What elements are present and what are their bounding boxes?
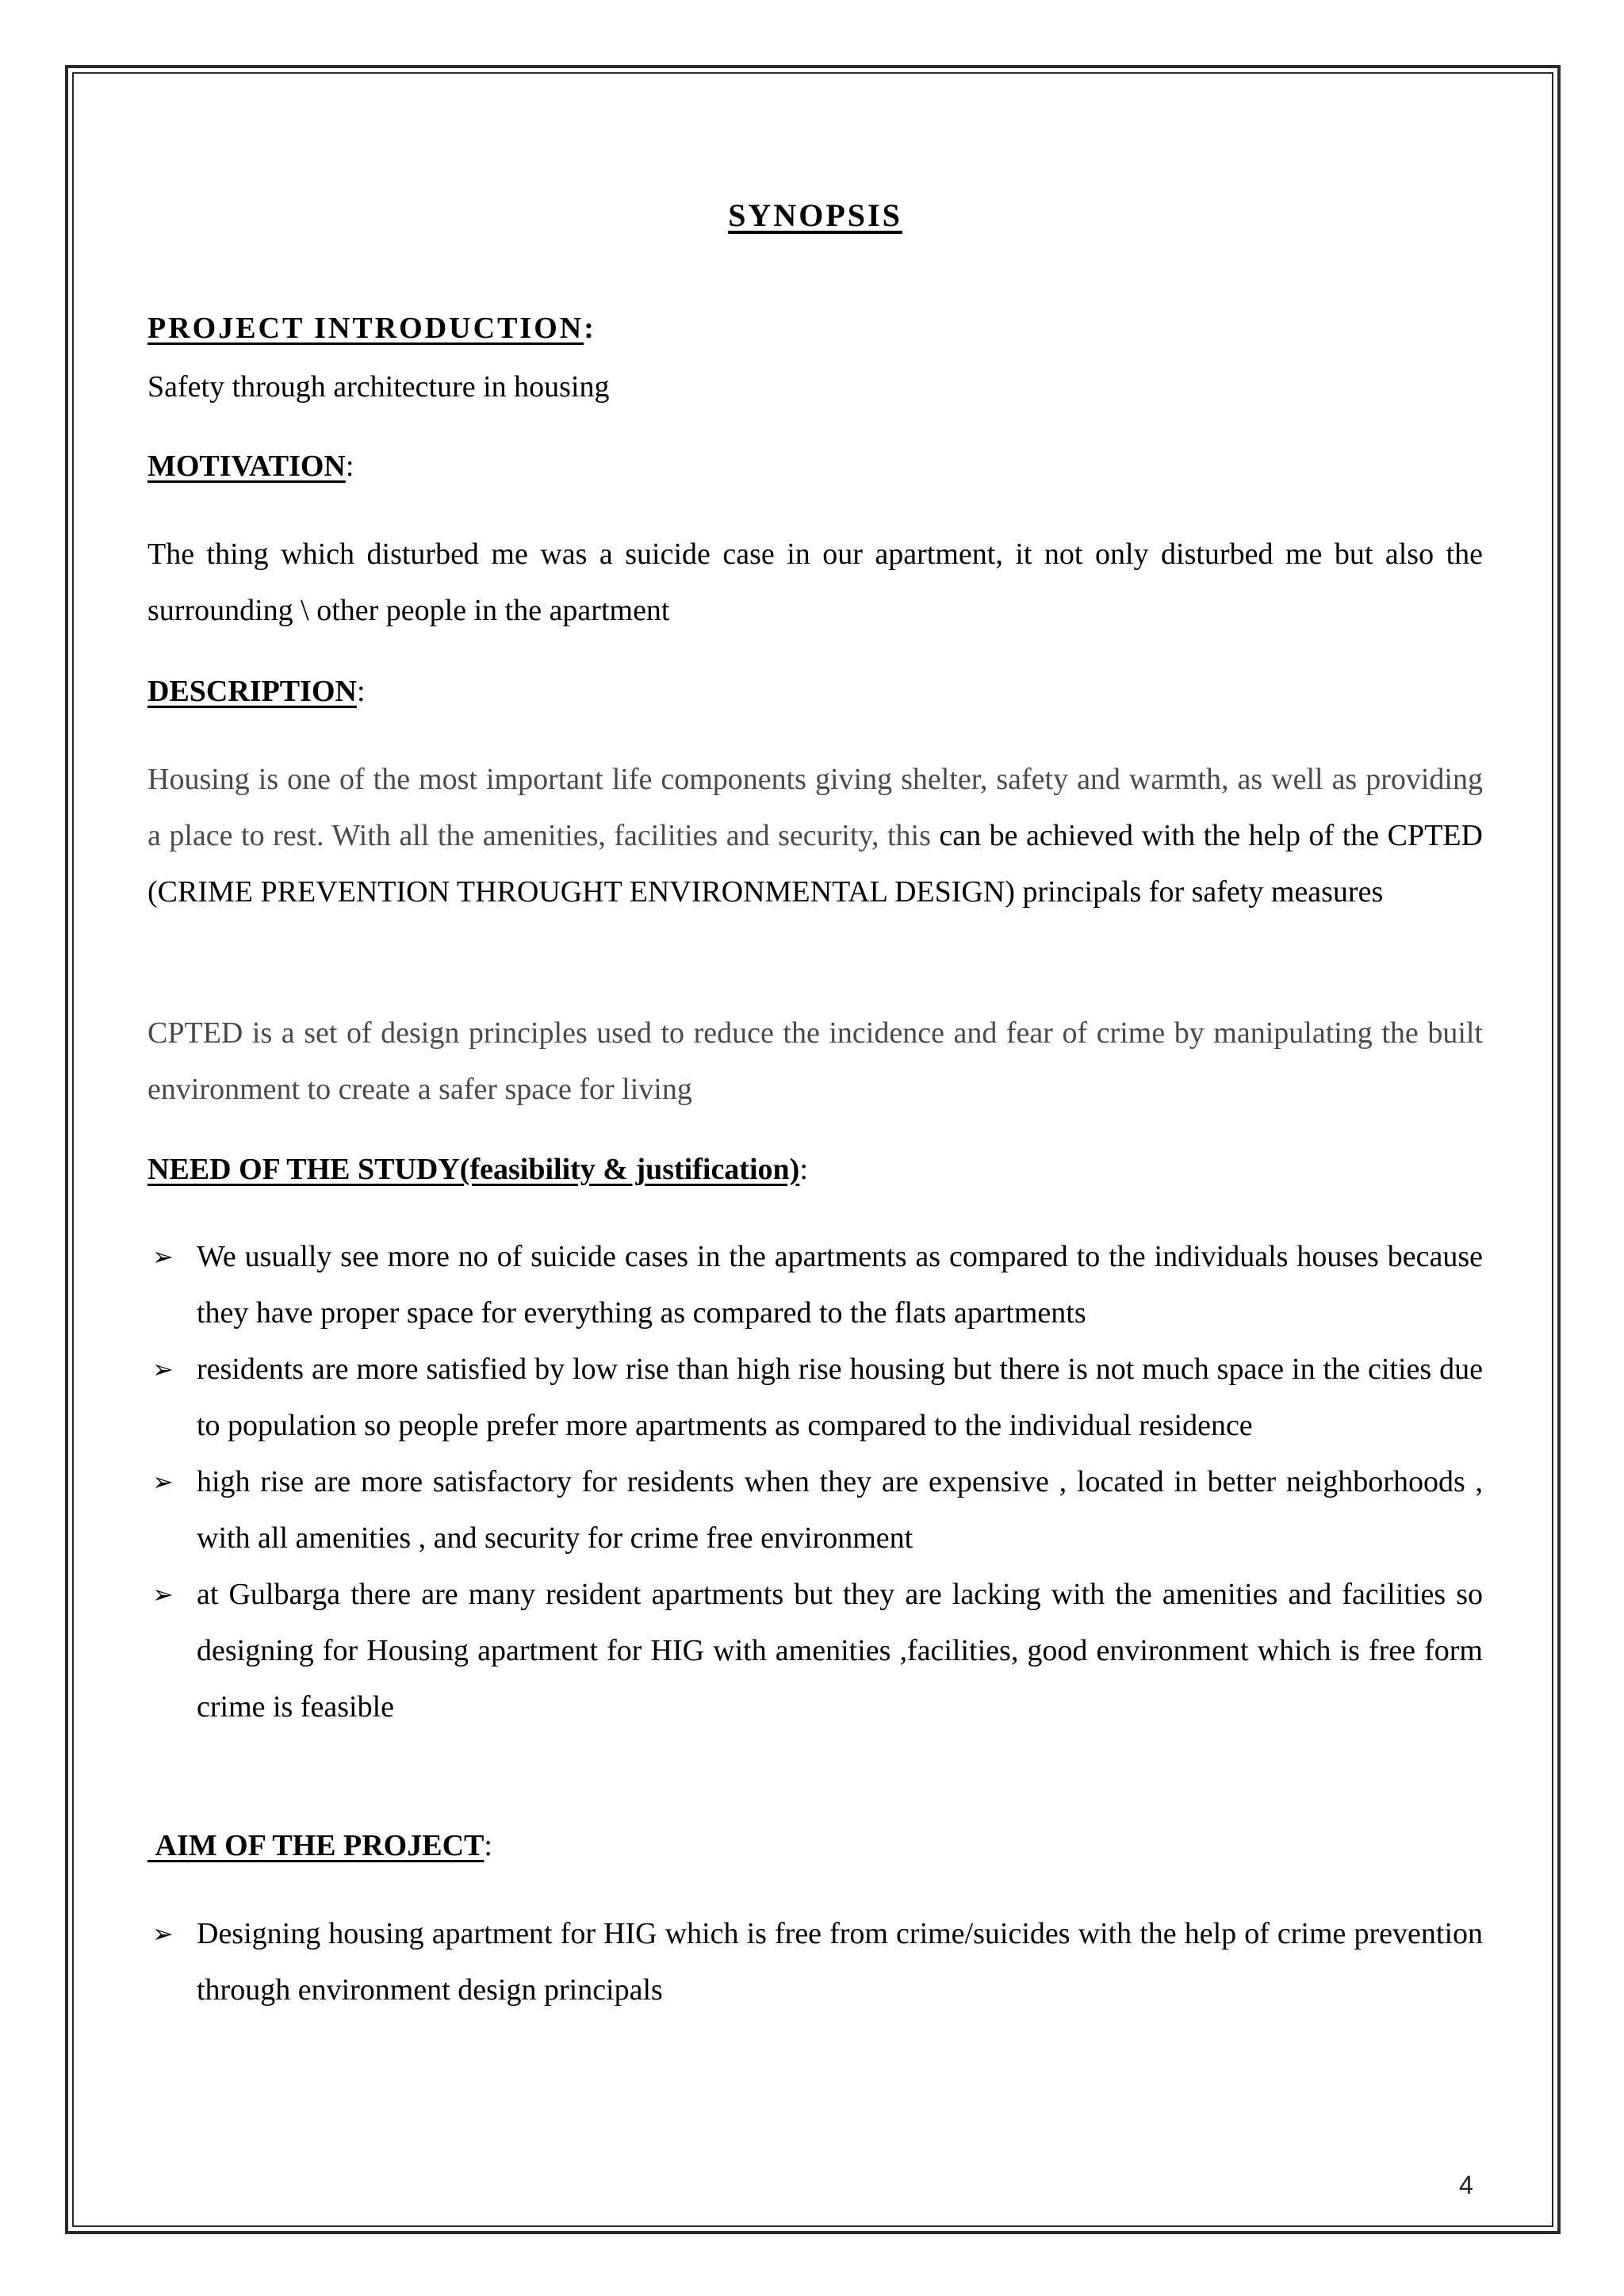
need-of-study-list — [147, 1229, 1483, 1735]
description-paragraph-1-gray: Housing is one of the most important life components giving shelter, safety and warmth, as well as providing a place to rest. With all the amenities, facilities and security, this — [147, 763, 1483, 852]
motivation-text: The thing which disturbed me was a suicide case in our apartment, it not only disturbed me but also the surrounding \ other people in the apartment — [147, 538, 1483, 627]
page-title: SYNOPSIS — [728, 197, 902, 233]
need-of-study-heading: NEED OF THE STUDY(feasibility & justification): — [147, 1153, 808, 1186]
description-heading: DESCRIPTION: — [147, 675, 366, 708]
description-paragraph-1 — [147, 752, 1483, 920]
arrowhead-bullet-icon: ➢ — [152, 1354, 174, 1384]
motivation-heading: MOTIVATION: — [147, 450, 354, 483]
description-paragraph-1-black: can be achieved with the help of the CPTED (CRIME PREVENTION THROUGHT ENVIRONMENTAL DESIGN) principals for safety measures — [147, 819, 1483, 909]
list-item: ➢ Designing housing apartment for HIG which is free from crime/suicides with the help of crime prevention through environment design principals — [147, 1906, 1483, 2019]
list-item: ➢ high rise are more satisfactory for residents when they are expensive , located in better neighborhoods , with all amenities , and security for crime free environment — [147, 1454, 1483, 1567]
arrowhead-bullet-icon: ➢ — [152, 1242, 174, 1272]
arrowhead-bullet-icon: ➢ — [152, 1919, 174, 1949]
list-item: ➢ residents are more satisfied by low rise than high rise housing but there is not much space in the cities due to population so people prefer more apartments as compared to the individual residence — [147, 1341, 1483, 1454]
project-introduction-heading: PROJECT INTRODUCTION: — [147, 312, 594, 345]
page-number: 4 — [1459, 2171, 1473, 2199]
list-item: ➢ We usually see more no of suicide cases in the apartments as compared to the individuals houses because they have proper space for everything as compared to the flats apartments — [147, 1229, 1483, 1341]
description-paragraph-2: CPTED is a set of design principles used to reduce the incidence and fear of crime by manipulating the built environment to create a safer space for living — [147, 1016, 1483, 1106]
aim-list — [147, 1906, 1483, 2019]
list-item: ➢ at Gulbarga there are many resident apartments but they are lacking with the amenities and facilities so designing for Housing apartment for HIG with amenities ,facilities, good environment which is free form crime is feasible — [147, 1567, 1483, 1735]
aim-heading: AIM OF THE PROJECT: — [155, 1829, 492, 1862]
arrowhead-bullet-icon: ➢ — [152, 1579, 174, 1609]
arrowhead-bullet-icon: ➢ — [152, 1467, 174, 1497]
project-introduction-text: Safety through architecture in housing — [147, 370, 610, 404]
